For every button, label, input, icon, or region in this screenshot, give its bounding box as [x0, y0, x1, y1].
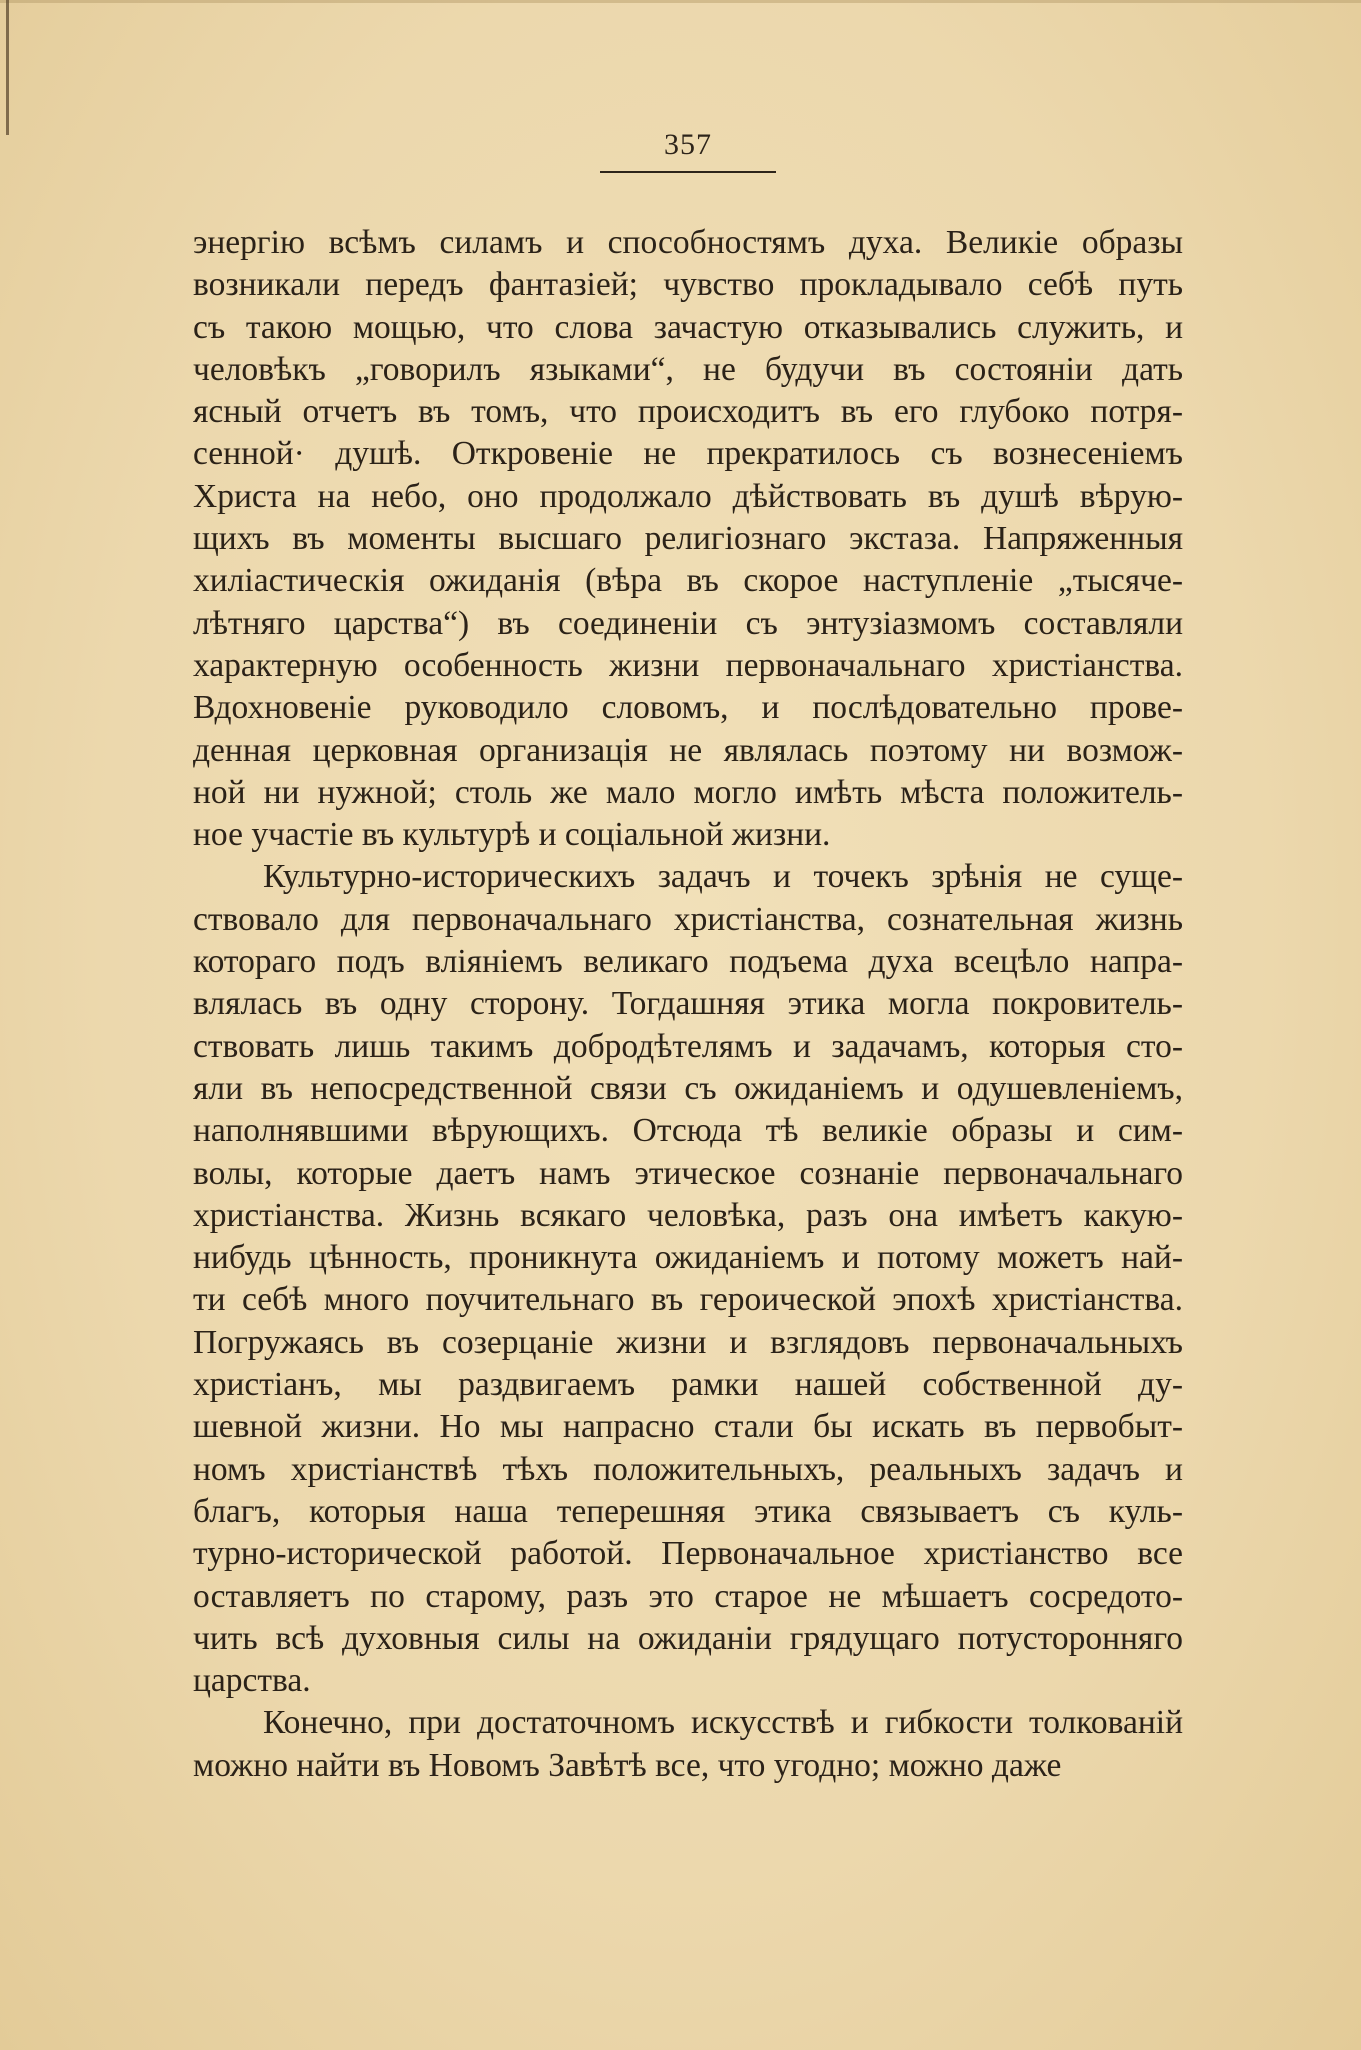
- text-line: денная церковная организація не являлась поэтому ни возмож-: [193, 731, 1183, 769]
- text-line: волы, которые даетъ намъ этическое сознаніе первоначальнаго: [193, 1154, 1183, 1192]
- text-line: Вдохновеніе руководило словомъ, и послѣдовательно прове-: [193, 689, 1183, 727]
- body-text: [193, 222, 1183, 1787]
- text-line: турно-исторической работой. Первоначальное христіанство все: [193, 1535, 1183, 1573]
- text-line: Культурно-историческихъ задачъ и точекъ зрѣнія не суще-: [263, 858, 1183, 896]
- text-line: Христа на небо, оно продолжало дѣйствовать въ душѣ вѣрую-: [193, 477, 1183, 515]
- text-line: христіанъ, мы раздвигаемъ рамки нашей собственной ду-: [193, 1366, 1183, 1404]
- text-line: характерную особенность жизни первоначальнаго христіанства.: [193, 646, 1183, 684]
- text-line: номъ христіанствѣ тѣхъ положительныхъ, реальныхъ задачъ и: [193, 1450, 1183, 1488]
- text-line: яли въ непосредственной связи съ ожиданіемъ и одушевленіемъ,: [193, 1069, 1183, 1107]
- text-line: Конечно, при достаточномъ искусствѣ и гибкости толкованій: [263, 1704, 1183, 1742]
- text-line: оставляетъ по старому, разъ это старое не мѣшаетъ сосредото-: [193, 1577, 1183, 1615]
- text-line: влялась въ одну сторону. Тогдашняя этика могла покровитель-: [193, 985, 1183, 1023]
- page-left-edge: [6, 0, 9, 135]
- text-line: котораго подъ вліяніемъ великаго подъема духа всецѣло напра-: [193, 943, 1183, 981]
- paragraph: [193, 1702, 1183, 1787]
- page-number: 357: [664, 128, 712, 161]
- text-line: ти себѣ много поучительнаго въ героической эпохѣ христіанства.: [193, 1281, 1183, 1319]
- text-line: возникали передъ фантазіей; чувство прокладывало себѣ путь: [193, 266, 1183, 304]
- page-top-edge: [0, 0, 1361, 3]
- paragraph: [193, 856, 1183, 1702]
- paragraph: [193, 222, 1183, 856]
- text-line: можно найти въ Новомъ Завѣтѣ все, что угодно; можно даже: [193, 1746, 1062, 1784]
- text-line: благъ, которыя наша теперешняя этика связываетъ съ куль-: [193, 1492, 1183, 1530]
- text-line: щихъ въ моменты высшаго религіознаго экстаза. Напряженныя: [193, 520, 1183, 558]
- text-line: съ такою мощью, что слова зачастую отказывались служить, и: [193, 308, 1183, 346]
- text-line: энергію всѣмъ силамъ и способностямъ духа. Великіе образы: [193, 224, 1183, 261]
- text-line: христіанства. Жизнь всякаго человѣка, разъ она имѣетъ какую-: [193, 1196, 1183, 1234]
- text-line: нибудь цѣнность, проникнута ожиданіемъ и потому можетъ най-: [193, 1239, 1183, 1277]
- text-line: ное участіе въ культурѣ и соціальной жизни.: [193, 816, 831, 854]
- text-line: шевной жизни. Но мы напрасно стали бы искать въ первобыт-: [193, 1408, 1183, 1446]
- text-line: сенной· душѣ. Откровеніе не прекратилось съ вознесеніемъ: [193, 435, 1183, 473]
- text-line: чить всѣ духовныя силы на ожиданіи грядущаго потусторонняго: [193, 1619, 1183, 1657]
- text-line: ствовать лишь такимъ добродѣтелямъ и задачамъ, которыя сто-: [193, 1027, 1183, 1065]
- page-number-rule: [600, 171, 776, 173]
- text-line: наполнявшими вѣрующихъ. Отсюда тѣ великіе образы и сим-: [193, 1112, 1183, 1150]
- text-line: лѣтняго царства“) въ соединеніи съ энтузіазмомъ составляли: [193, 604, 1183, 642]
- text-line: человѣкъ „говорилъ языками“, не будучи въ состояніи дать: [193, 350, 1183, 388]
- text-line: ной ни нужной; столь же мало могло имѣть мѣста положитель-: [193, 773, 1183, 811]
- text-line: ствовало для первоначальнаго христіанства, сознательная жизнь: [193, 900, 1183, 938]
- text-line: Погружаясь въ созерцаніе жизни и взглядовъ первоначальныхъ: [193, 1323, 1183, 1361]
- text-line: царства.: [193, 1662, 311, 1700]
- text-line: ясный отчетъ въ томъ, что происходитъ въ его глубоко потря-: [193, 393, 1183, 431]
- text-line: хиліастическія ожиданія (вѣра въ скорое наступленіе „тысяче-: [193, 562, 1183, 600]
